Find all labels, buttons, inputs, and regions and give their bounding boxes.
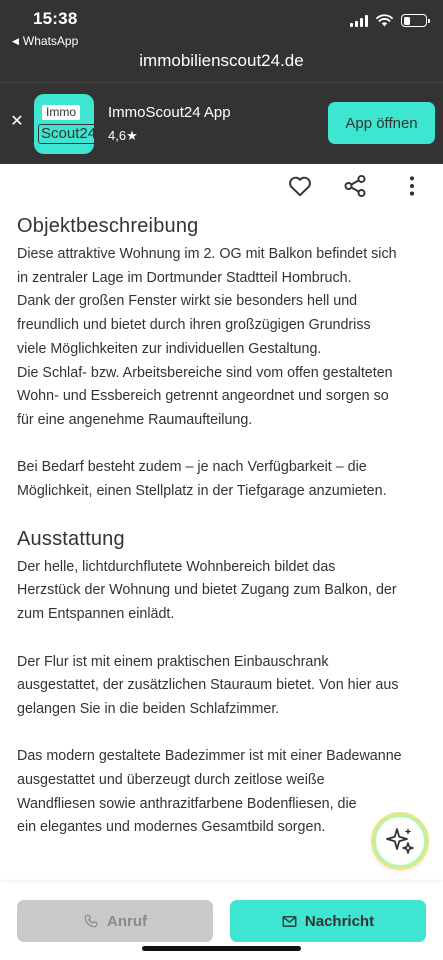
app-install-banner <box>0 82 443 164</box>
phone-icon <box>83 913 99 929</box>
status-icons <box>350 14 427 27</box>
message-label: Nachricht <box>304 912 375 930</box>
browser-header <box>0 0 443 82</box>
heart-icon[interactable] <box>287 173 313 199</box>
share-icon[interactable] <box>342 173 368 199</box>
address-bar-url[interactable]: immobilienscout24.de <box>139 51 304 70</box>
call-button[interactable] <box>17 900 213 942</box>
close-icon[interactable]: ✕ <box>10 113 24 130</box>
app-logo-icon: Immo Scout24 <box>34 94 94 154</box>
open-app-button[interactable]: App öffnen <box>328 102 435 144</box>
objektbeschreibung-text: Diese attraktive Wohnung im 2. OG mit Balkon befindet sich in zentraler Lage im Dortmunder Stadtteil Hombruch. Dank der großen Fenster wirkt sie besonders hell und freundlich und bietet durch ihren großzügigen Grundriss viele Möglichkeiten zur individuellen Gestaltung. Die Schlaf- bzw. Arbeitsbereiche sind vom offen gestalteten Wohn- und Essbereich getrennt angeordnet und sorgen so für eine angenehme Raumaufteilung. Bei Bedarf besteht zudem – je nach Verfügbarkeit – die Möglichkeit, einen Stellplatz in der Tiefgarage anzumieten. <box>17 246 397 500</box>
back-to-app-link[interactable] <box>12 34 78 48</box>
ausstattung-text: Der helle, lichtdurchflutete Wohnbereich bildet das Herzstück der Wohnung und bietet Zugang zum Balkon, der zum Entspannen einlädt. Der Flur ist mit einem praktischen Einbauschrank ausgestattet, der zusätzlichen Stauraum bietet. Von hier aus gelangen Sie in die beiden Schlafzimmer. Das modern gestaltete Badezimmer ist mit einer Badewanne ausgestattet und überzeugt durch zeitlose weiße Wandfliesen sowie anthrazitfarbene Bodenfliesen, die ein elegantes und modernes Gesamtbild sorgen. <box>17 558 402 836</box>
app-name: ImmoScout24 App <box>108 104 231 121</box>
status-time: 15:38 <box>33 9 78 28</box>
message-button[interactable] <box>230 900 426 942</box>
section-title-objektbeschreibung: Objektbeschreibung <box>17 215 199 237</box>
ai-assistant-button[interactable] <box>373 814 427 868</box>
call-label: Anruf <box>107 912 147 930</box>
more-vertical-icon[interactable] <box>399 173 425 199</box>
envelope-icon <box>282 915 297 928</box>
listing-toolbar <box>0 164 443 208</box>
signal-icon <box>350 15 368 27</box>
back-app-label: WhatsApp <box>22 34 79 48</box>
battery-icon <box>401 14 427 27</box>
wifi-icon <box>376 14 393 27</box>
section-title-ausstattung: Ausstattung <box>17 527 125 550</box>
back-triangle-icon: ◀ <box>12 35 19 46</box>
app-rating: 4,6★ <box>108 128 138 143</box>
sparkles-icon <box>384 825 416 857</box>
listing-description <box>17 208 429 840</box>
home-indicator <box>142 946 301 951</box>
